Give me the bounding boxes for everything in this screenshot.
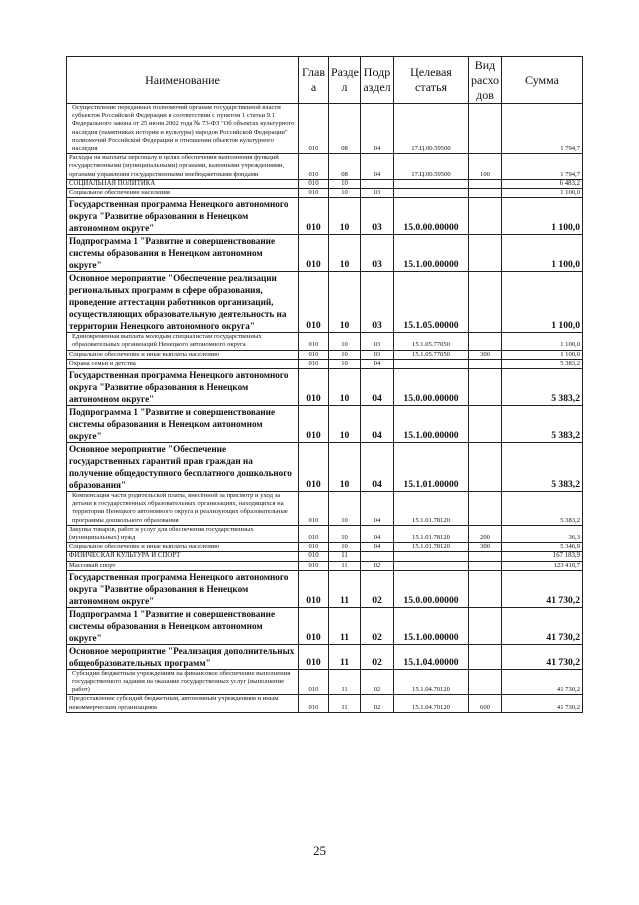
row-podrazdel-cell: 02 [361, 644, 394, 669]
row-glava-cell: 010 [299, 333, 329, 350]
table-row [67, 272, 583, 333]
header-expense-type: Вид расхо дов [469, 57, 502, 104]
row-razdel-cell: 10 [329, 443, 361, 492]
row-target-article-cell [394, 561, 469, 570]
table-row [67, 492, 583, 526]
row-razdel-cell: 10 [329, 543, 361, 552]
row-expense-type-cell [469, 369, 502, 406]
row-razdel-cell: 11 [329, 695, 361, 712]
row-expense-type-cell: 100 [469, 154, 502, 180]
row-name-cell: Предоставление субсидий бюджетным, автономным учреждениям и иным некоммерческим организациям [67, 695, 299, 712]
table-row [67, 644, 583, 669]
row-razdel-cell: 11 [329, 669, 361, 695]
row-name-cell: Субсидии бюджетным учреждениям на финансовое обеспечение выполнения государственного задания на оказание государственных услуг (выполнение работ) [67, 669, 299, 695]
row-expense-type-cell [469, 198, 502, 235]
row-razdel-cell: 10 [329, 333, 361, 350]
table-row [67, 198, 583, 235]
row-podrazdel-cell: 04 [361, 525, 394, 542]
table-header-row [67, 57, 583, 104]
row-name-cell: Основное мероприятие "Обеспечение реализации региональных программ в сфере образования, проведение аттестации работников организаций, осуществляющих образовательную деятельность на территории Ненецкого автономного округа" [67, 272, 299, 333]
row-expense-type-cell: 200 [469, 525, 502, 542]
row-target-article-cell: 15.1.05.77050 [394, 350, 469, 359]
row-razdel-cell: 11 [329, 561, 361, 570]
row-glava-cell: 010 [299, 552, 329, 561]
row-name-cell: Осуществление переданных полномочий органам государственной власти субъектов Российской Федерации в соответствии с пунктом 1 статьи 9.1 Федерального закона от 25 июня 2002 года № 73-ФЗ "Об объектах культурного наследия (памятниках истории и культуры) народов Российской Федерации" полномочий Российской Федерации в отношении объектов культурного наследия [67, 104, 299, 154]
header-glava: Глав а [299, 57, 329, 104]
row-target-article-cell [394, 179, 469, 188]
table-row [67, 561, 583, 570]
row-razdel-cell: 10 [329, 406, 361, 443]
row-glava-cell: 010 [299, 492, 329, 526]
row-sum-cell: 123 410,7 [502, 561, 583, 570]
row-name-cell: Государственная программа Ненецкого автономного округа "Развитие образования в Ненецком автономном округе" [67, 369, 299, 406]
row-name-cell: Компенсация части родительской платы, внесённой за присмотр и уход за детьми в государственных образовательных организациях, находящихся на территории Ненецкого автономного округа и реализующих образовательные программы дошкольного образования [67, 492, 299, 526]
row-sum-cell: 36,3 [502, 525, 583, 542]
row-glava-cell: 010 [299, 189, 329, 198]
row-podrazdel-cell: 03 [361, 272, 394, 333]
row-name-cell: Подпрограмма 1 "Развитие и совершенствование системы образования в Ненецком автономном округе" [67, 235, 299, 272]
row-expense-type-cell [469, 570, 502, 607]
row-target-article-cell: 15.1.01.78120 [394, 543, 469, 552]
row-sum-cell: 1 794,7 [502, 104, 583, 154]
row-glava-cell: 010 [299, 235, 329, 272]
row-expense-type-cell [469, 272, 502, 333]
row-expense-type-cell [469, 644, 502, 669]
row-expense-type-cell [469, 443, 502, 492]
row-podrazdel-cell: 04 [361, 406, 394, 443]
table-row [67, 104, 583, 154]
row-glava-cell: 010 [299, 669, 329, 695]
row-target-article-cell: 15.1.04.70120 [394, 669, 469, 695]
row-target-article-cell: 15.1.00.00000 [394, 607, 469, 644]
header-target-article: Целевая статья [394, 57, 469, 104]
row-expense-type-cell [469, 607, 502, 644]
row-razdel-cell: 11 [329, 607, 361, 644]
row-razdel-cell: 10 [329, 198, 361, 235]
row-glava-cell: 010 [299, 104, 329, 154]
row-podrazdel-cell: 02 [361, 570, 394, 607]
header-razdel: Разде л [329, 57, 361, 104]
row-target-article-cell: 15.1.01.78120 [394, 492, 469, 526]
row-razdel-cell: 10 [329, 492, 361, 526]
row-glava-cell: 010 [299, 359, 329, 368]
row-razdel-cell: 08 [329, 104, 361, 154]
row-target-article-cell: 15.0.00.00000 [394, 198, 469, 235]
row-sum-cell: 1 100,0 [502, 350, 583, 359]
row-podrazdel-cell: 04 [361, 359, 394, 368]
row-target-article-cell [394, 552, 469, 561]
row-name-cell: Основное мероприятие "Обеспечение государственных гарантий прав граждан на получение общедоступного бесплатного дошкольного образования" [67, 443, 299, 492]
row-expense-type-cell [469, 179, 502, 188]
table-row [67, 350, 583, 359]
row-sum-cell: 5 383,2 [502, 492, 583, 526]
row-expense-type-cell [469, 669, 502, 695]
row-podrazdel-cell: 03 [361, 333, 394, 350]
header-name: Наименование [67, 57, 299, 104]
row-glava-cell: 010 [299, 525, 329, 542]
row-expense-type-cell: 300 [469, 350, 502, 359]
row-sum-cell: 5 383,2 [502, 369, 583, 406]
row-name-cell: Подпрограмма 1 "Развитие и совершенствование системы образования в Ненецком автономном округе" [67, 406, 299, 443]
row-expense-type-cell [469, 552, 502, 561]
row-sum-cell: 6 483,2 [502, 179, 583, 188]
row-glava-cell: 010 [299, 607, 329, 644]
row-expense-type-cell: 600 [469, 695, 502, 712]
row-expense-type-cell: 300 [469, 543, 502, 552]
row-podrazdel-cell [361, 552, 394, 561]
row-target-article-cell [394, 189, 469, 198]
row-name-cell: Государственная программа Ненецкого автономного округа "Развитие образования в Ненецком автономном округе" [67, 198, 299, 235]
row-sum-cell: 1 100,0 [502, 333, 583, 350]
table-row [67, 235, 583, 272]
row-glava-cell: 010 [299, 561, 329, 570]
header-podrazdel: Подр аздел [361, 57, 394, 104]
row-podrazdel-cell: 03 [361, 350, 394, 359]
row-glava-cell: 010 [299, 369, 329, 406]
row-podrazdel-cell: 03 [361, 189, 394, 198]
row-podrazdel-cell: 04 [361, 543, 394, 552]
row-expense-type-cell [469, 406, 502, 443]
row-sum-cell: 5 383,2 [502, 406, 583, 443]
row-target-article-cell [394, 359, 469, 368]
row-podrazdel-cell: 02 [361, 695, 394, 712]
row-target-article-cell: 15.1.05.77050 [394, 333, 469, 350]
row-podrazdel-cell: 04 [361, 104, 394, 154]
row-glava-cell: 010 [299, 443, 329, 492]
row-expense-type-cell [469, 561, 502, 570]
row-expense-type-cell [469, 492, 502, 526]
row-razdel-cell: 11 [329, 644, 361, 669]
row-razdel-cell: 11 [329, 570, 361, 607]
row-target-article-cell: 15.1.01.78120 [394, 525, 469, 542]
row-sum-cell: 41 730,2 [502, 607, 583, 644]
row-glava-cell: 010 [299, 406, 329, 443]
table-row [67, 359, 583, 368]
row-sum-cell: 41 730,2 [502, 669, 583, 695]
row-sum-cell: 1 794,7 [502, 154, 583, 180]
row-podrazdel-cell: 03 [361, 198, 394, 235]
table-row [67, 669, 583, 695]
table-row [67, 179, 583, 188]
row-target-article-cell: 15.1.04.70120 [394, 695, 469, 712]
table-body [67, 104, 583, 713]
row-sum-cell: 1 100,0 [502, 198, 583, 235]
row-glava-cell: 010 [299, 179, 329, 188]
row-target-article-cell: 15.0.00.00000 [394, 369, 469, 406]
row-razdel-cell: 10 [329, 369, 361, 406]
row-razdel-cell: 11 [329, 552, 361, 561]
row-glava-cell: 010 [299, 272, 329, 333]
row-razdel-cell: 10 [329, 359, 361, 368]
row-glava-cell: 010 [299, 543, 329, 552]
row-name-cell: Единовременная выплата молодым специалистам государственных образовательных организаций Ненецкого автономного округа [67, 333, 299, 350]
row-glava-cell: 010 [299, 154, 329, 180]
row-razdel-cell: 10 [329, 189, 361, 198]
row-podrazdel-cell: 02 [361, 607, 394, 644]
row-target-article-cell: 15.0.00.00000 [394, 570, 469, 607]
row-razdel-cell: 08 [329, 154, 361, 180]
table-row [67, 369, 583, 406]
row-name-cell: Социальное обеспечение и иные выплаты населению [67, 350, 299, 359]
row-razdel-cell: 10 [329, 350, 361, 359]
row-razdel-cell: 10 [329, 525, 361, 542]
row-podrazdel-cell: 02 [361, 669, 394, 695]
table-row [67, 443, 583, 492]
row-expense-type-cell [469, 104, 502, 154]
row-name-cell: Социальное обеспечение населения [67, 189, 299, 198]
row-sum-cell: 5 383,2 [502, 359, 583, 368]
row-glava-cell: 010 [299, 198, 329, 235]
budget-document-sheet [66, 56, 582, 713]
row-target-article-cell: 15.1.00.00000 [394, 406, 469, 443]
row-name-cell: ФИЗИЧЕСКАЯ КУЛЬТУРА И СПОРТ [67, 552, 299, 561]
row-podrazdel-cell: 03 [361, 235, 394, 272]
row-name-cell: Охрана семьи и детства [67, 359, 299, 368]
row-name-cell: Социальное обеспечение и иные выплаты населению [67, 543, 299, 552]
table-row [67, 570, 583, 607]
row-podrazdel-cell [361, 179, 394, 188]
row-name-cell: Государственная программа Ненецкого автономного округа "Развитие образования в Ненецком автономном округе" [67, 570, 299, 607]
page-number: 25 [313, 843, 326, 858]
row-sum-cell: 41 730,2 [502, 695, 583, 712]
table-row [67, 333, 583, 350]
row-podrazdel-cell: 04 [361, 154, 394, 180]
row-name-cell: Закупка товаров, работ и услуг для обеспечения государственных (муниципальных) нужд [67, 525, 299, 542]
table-row [67, 695, 583, 712]
row-glava-cell: 010 [299, 695, 329, 712]
row-sum-cell: 1 100,0 [502, 235, 583, 272]
row-glava-cell: 010 [299, 350, 329, 359]
row-name-cell: СОЦИАЛЬНАЯ ПОЛИТИКА [67, 179, 299, 188]
row-sum-cell: 41 730,2 [502, 570, 583, 607]
row-name-cell: Расходы на выплаты персоналу в целях обеспечения выполнения функций государственными (муниципальными) органами, казенными учреждениями, органами управления государственными внебюджетными фондами [67, 154, 299, 180]
row-sum-cell: 167 183,9 [502, 552, 583, 561]
row-target-article-cell: 17.Ц.00.59500 [394, 154, 469, 180]
header-sum: Сумма [502, 57, 583, 104]
row-target-article-cell: 15.1.01.00000 [394, 443, 469, 492]
row-target-article-cell: 15.1.04.00000 [394, 644, 469, 669]
row-expense-type-cell [469, 333, 502, 350]
row-target-article-cell: 15.1.00.00000 [394, 235, 469, 272]
table-row [67, 154, 583, 180]
table-row [67, 525, 583, 542]
row-expense-type-cell [469, 189, 502, 198]
table-row [67, 406, 583, 443]
row-name-cell: Основное мероприятие "Реализация дополнительных общеобразовательных программ" [67, 644, 299, 669]
row-sum-cell: 5 383,2 [502, 443, 583, 492]
row-expense-type-cell [469, 235, 502, 272]
row-razdel-cell: 10 [329, 272, 361, 333]
row-sum-cell: 5 346,9 [502, 543, 583, 552]
row-expense-type-cell [469, 359, 502, 368]
table-row [67, 189, 583, 198]
table-row [67, 607, 583, 644]
row-glava-cell: 010 [299, 644, 329, 669]
row-name-cell: Подпрограмма 1 "Развитие и совершенствование системы образования в Ненецком автономном округе" [67, 607, 299, 644]
row-podrazdel-cell: 02 [361, 561, 394, 570]
row-target-article-cell: 17.Ц.00.59500 [394, 104, 469, 154]
row-sum-cell: 1 100,0 [502, 189, 583, 198]
row-sum-cell: 41 730,2 [502, 644, 583, 669]
budget-table [66, 56, 583, 713]
row-sum-cell: 1 100,0 [502, 272, 583, 333]
row-podrazdel-cell: 04 [361, 369, 394, 406]
row-name-cell: Массовый спорт [67, 561, 299, 570]
row-target-article-cell: 15.1.05.00000 [394, 272, 469, 333]
row-podrazdel-cell: 04 [361, 492, 394, 526]
row-razdel-cell: 10 [329, 179, 361, 188]
row-podrazdel-cell: 04 [361, 443, 394, 492]
table-row [67, 552, 583, 561]
row-razdel-cell: 10 [329, 235, 361, 272]
table-row [67, 543, 583, 552]
row-glava-cell: 010 [299, 570, 329, 607]
